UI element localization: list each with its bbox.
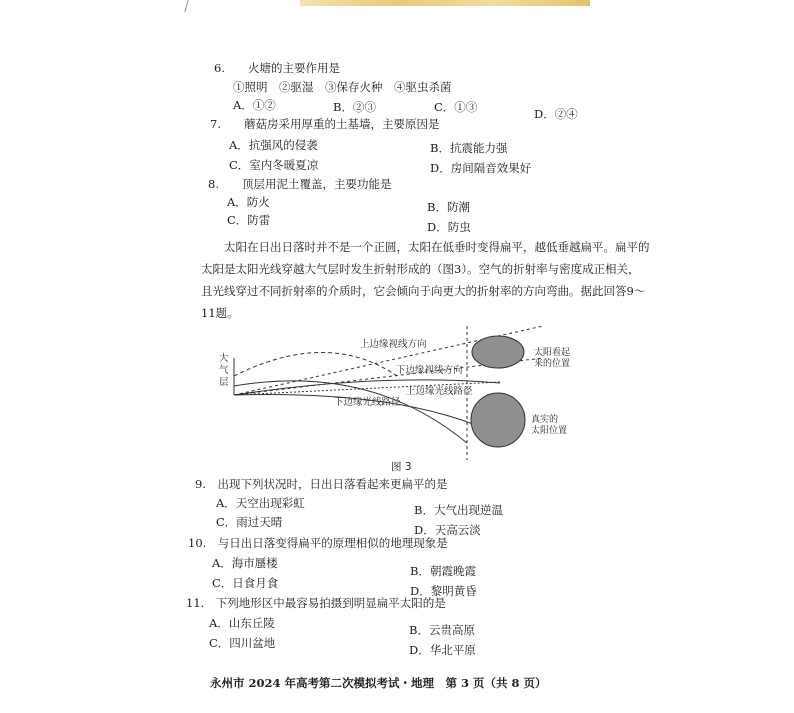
q10-stem: 10. 与日出日落变得扁平的原理相似的地理现象是 (188, 536, 448, 550)
q8-option-c: C．防雷 (227, 213, 271, 227)
q10-option-d: D．黎明黄昏 (410, 584, 477, 598)
q8-stem: 8. 顶层用泥土覆盖，主要功能是 (208, 177, 392, 191)
real-sun-label-2: 太阳位置 (531, 426, 568, 436)
apparent-sun (472, 336, 524, 368)
apparent-sun-label-1: 太阳看起 (534, 348, 571, 358)
reading-passage (201, 236, 650, 324)
q9-option-d: D．天高云淡 (414, 523, 481, 537)
q8-option-d: D．防虫 (427, 220, 471, 234)
q9-option-b: B．大气出现逆温 (414, 503, 503, 517)
real-sun-label-1: 真实的 (531, 415, 559, 425)
q7-stem: 7. 蘑菇房采用厚重的土基墙，主要原因是 (210, 117, 440, 131)
q7-option-c: C．室内冬暖夏凉 (229, 158, 319, 172)
figure-3-refraction-diagram (210, 318, 571, 478)
q7-option-d: D．房间隔音效果好 (430, 161, 532, 175)
passage-line-2: 太阳是太阳光线穿越大气层时发生折射形成的（图3）。空气的折射率与密度成正相关， (201, 262, 640, 276)
q11-option-a: A．山东丘陵 (209, 616, 275, 630)
q9-stem: 9. 出现下列状况时，日出日落看起来更扁平的是 (195, 477, 448, 491)
q11-option-c: C．四川盆地 (209, 636, 276, 650)
upper-sight-label: 上边缘视线方向 (360, 339, 427, 350)
q11-option-b: B．云贵高原 (409, 623, 475, 637)
lower-ray-label: 下边缘光线路径 (334, 397, 401, 408)
q6-stem: 6. 火塘的主要作用是 (214, 61, 340, 75)
q9-option-c: C．雨过天晴 (216, 515, 283, 529)
apparent-sun-label-2: 来的位置 (534, 359, 571, 369)
scan-mark (184, 0, 194, 12)
q9-option-a: A．天空出现彩虹 (216, 496, 305, 510)
atmosphere-label-3: 层 (219, 377, 229, 388)
real-sun (471, 393, 525, 447)
q6-option-c: C．①③ (434, 100, 478, 114)
passage-line-1: 太阳在日出日落时并不是一个正圆，太阳在低垂时变得扁平，越低垂越扁平。扁平的 (201, 240, 650, 254)
atmosphere-label-1: 大 (219, 353, 229, 364)
atmosphere-outer-arc (234, 352, 400, 378)
passage-line-3: 且光线穿过不同折射率的介质时，它会倾向于向更大的折射率的方向弯曲。据此回答9～ (201, 284, 646, 298)
figure-caption: 图 3 (391, 461, 412, 473)
q6-option-b: B．②③ (333, 100, 376, 114)
q6-items: ①照明 ②驱湿 ③保存火种 ④驱虫杀菌 (233, 80, 452, 94)
q11-option-d: D．华北平原 (409, 643, 476, 657)
q7-option-a: A．抗强风的侵袭 (229, 138, 318, 152)
q10-option-a: A．海市蜃楼 (212, 556, 278, 570)
atmosphere-label-2: 气 (219, 365, 229, 376)
q8-option-a: A．防火 (227, 195, 270, 209)
page-footer: 永州市 2024 年高考第二次模拟考试・地理 第 3 页（共 8 页） (210, 676, 547, 690)
q8-option-b: B．防潮 (427, 200, 470, 214)
q11-stem: 11. 下列地形区中最容易拍摄到明显扁平太阳的是 (186, 596, 446, 610)
q10-option-c: C．日食月食 (212, 576, 279, 590)
q7-option-b: B．抗震能力强 (430, 141, 508, 155)
lower-sight-label: 下边缘视线方向 (396, 365, 463, 376)
q6-option-a: A．①② (233, 98, 276, 112)
q6-option-d: D．②④ (534, 107, 578, 121)
q10-option-b: B．朝霞晚霞 (410, 564, 476, 578)
passage-line-4: 11题。 (201, 306, 239, 320)
upper-ray-label: 上边缘光线路径 (406, 386, 473, 397)
scan-top-band (300, 0, 590, 6)
